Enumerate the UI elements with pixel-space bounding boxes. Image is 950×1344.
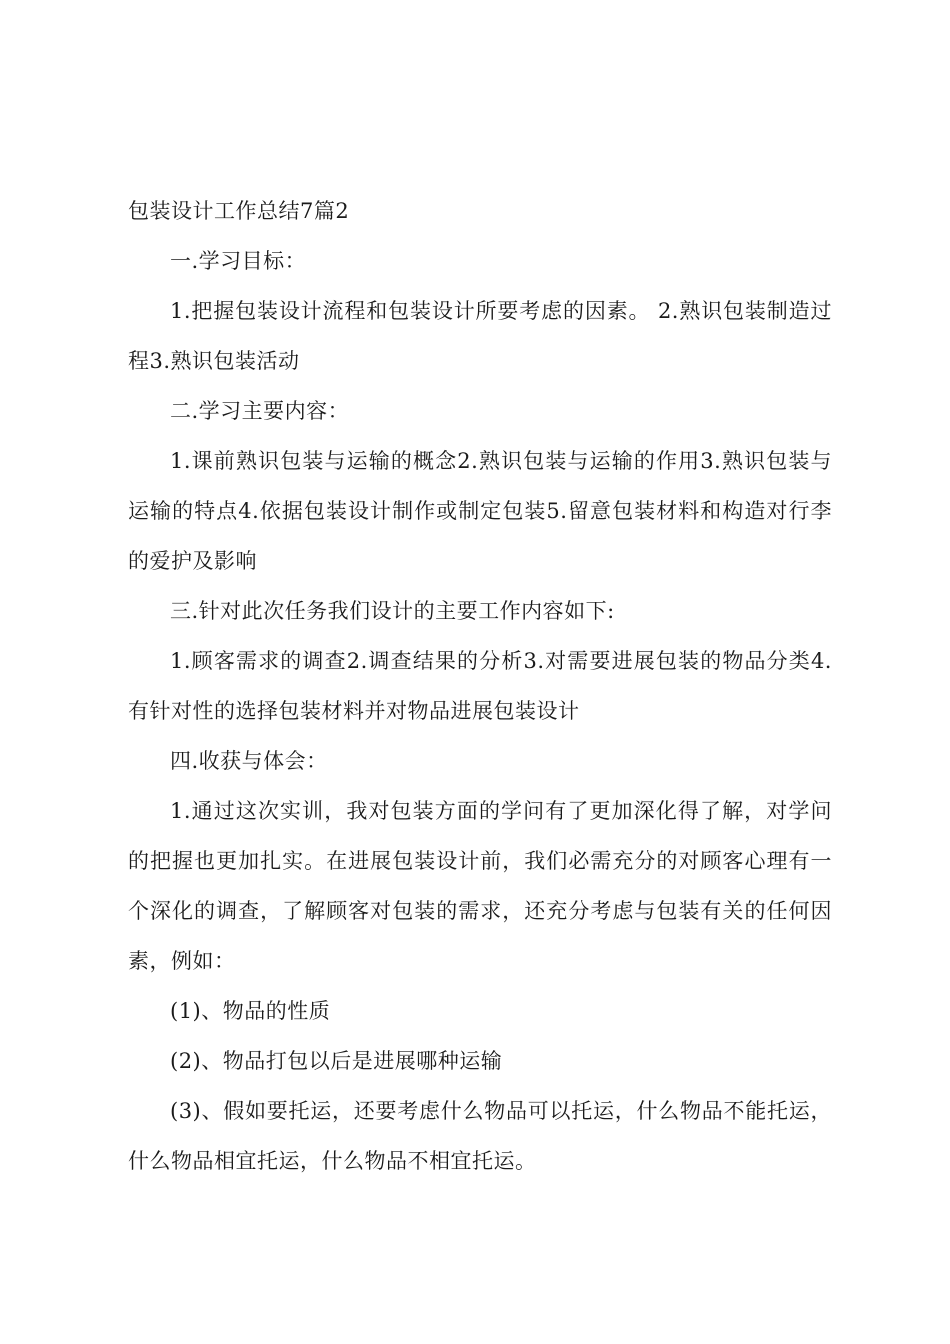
document-title: 包装设计工作总结7篇2 xyxy=(128,199,350,223)
paragraph-learning-goals: 1.把握包装设计流程和包装设计所要考虑的因素。 2.熟识包装制造过程3.熟识包装活动 xyxy=(128,299,832,373)
list-item-3: (3)、假如要托运，还要考虑什么物品可以托运，什么物品不能托运，什么物品相宜托运，什么物品不相宜托运。 xyxy=(128,1099,832,1173)
document-body xyxy=(128,186,832,1186)
heading-main-content: 二.学习主要内容： xyxy=(170,399,350,423)
paragraph-main-content: 1.课前熟识包装与运输的概念2.熟识包装与运输的作用3.熟识包装与运输的特点4.依据包装设计制作或制定包装5.留意包装材料和构造对行李的爱护及影响 xyxy=(128,449,832,573)
paragraph-gains: 1.通过这次实训，我对包装方面的学问有了更加深化得了解，对学问的把握也更加扎实。在进展包装设计前，我们必需充分的对顾客心理有一个深化的调查，了解顾客对包装的需求，还充分考虑与包装有关的任何因素，例如： xyxy=(128,799,832,973)
list-item-2: (2)、物品打包以后是进展哪种运输 xyxy=(170,1049,503,1073)
heading-task-work: 三.针对此次任务我们设计的主要工作内容如下: xyxy=(170,599,615,623)
heading-gains: 四.收获与体会： xyxy=(170,749,328,773)
heading-learning-goals: 一.学习目标： xyxy=(170,249,307,273)
list-item-1: (1)、物品的性质 xyxy=(170,999,331,1023)
paragraph-task-work: 1.顾客需求的调查2.调查结果的分析3.对需要进展包装的物品分类4.有针对性的选择包装材料并对物品进展包装设计 xyxy=(128,649,832,723)
